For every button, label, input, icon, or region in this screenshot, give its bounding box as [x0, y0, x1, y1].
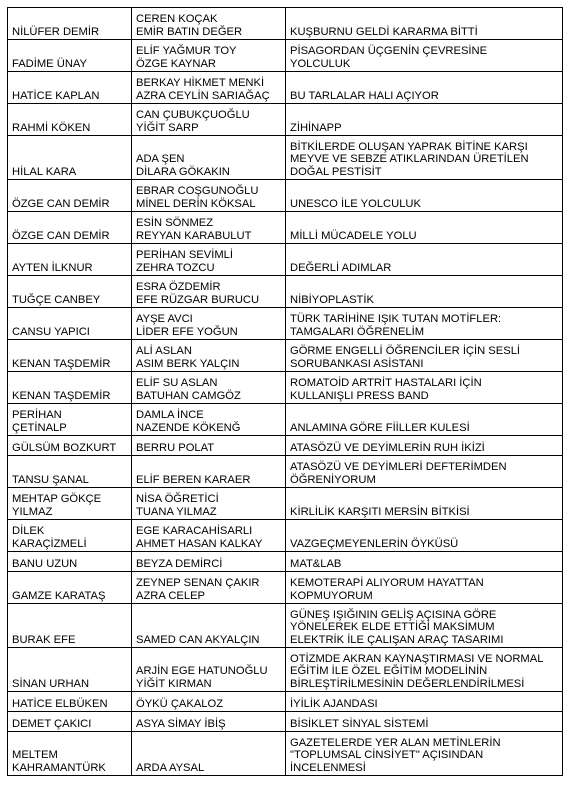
project-cell: KEMOTERAPİ ALIYORUM HAYATTAN KOPMUYORUM [286, 572, 563, 604]
teacher-cell: HİLAL KARA [8, 136, 132, 180]
students-cell: DAMLA İNCE NAZENDE KÖKENĞ [132, 404, 286, 436]
table-row [8, 276, 563, 308]
project-cell: BİTKİLERDE OLUŞAN YAPRAK BİTİNE KARŞI MEYVE VE SEBZE ATIKLARINDAN ÜRETİLEN DOĞAL PESTİSİT [286, 136, 563, 180]
teacher-cell: RAHMİ KÖKEN [8, 104, 132, 136]
teacher-cell: KENAN TAŞDEMİR [8, 372, 132, 404]
project-cell: DEĞERLİ ADIMLAR [286, 244, 563, 276]
project-cell: OTİZMDE AKRAN KAYNAŞTIRMASI VE NORMAL EĞİTİM İLE ÖZEL EĞİTİM MODELİNİN BİRLEŞTİRİLMESİNİN DEĞERLENDİRİLMESİ [286, 648, 563, 692]
table-row [8, 308, 563, 340]
teacher-cell: TANSU ŞANAL [8, 456, 132, 488]
project-table [7, 7, 563, 776]
students-cell: SAMED CAN AKYALÇIN [132, 604, 286, 648]
table-row [8, 604, 563, 648]
teacher-cell: GAMZE KARATAŞ [8, 572, 132, 604]
students-cell: ASYA SİMAY İBİŞ [132, 712, 286, 732]
project-cell: ZİHİNAPP [286, 104, 563, 136]
table-row [8, 136, 563, 180]
teacher-cell: DEMET ÇAKICI [8, 712, 132, 732]
teacher-cell: MELTEM KAHRAMANTÜRK [8, 732, 132, 776]
table-row [8, 520, 563, 552]
students-cell: ZEYNEP SENAN ÇAKIR AZRA CELEP [132, 572, 286, 604]
students-cell: ELİF BEREN KARAER [132, 456, 286, 488]
project-cell: GÜNEŞ IŞIĞININ GELİŞ AÇISINA GÖRE YÖNELEREK ELDE ETTİĞİ MAKSİMUM ELEKTRİK İLE ÇALIŞAN ARAÇ TASARIMI [286, 604, 563, 648]
students-cell: ÖYKÜ ÇAKALOZ [132, 692, 286, 712]
teacher-cell: DİLEK KARAÇİZMELİ [8, 520, 132, 552]
table-row [8, 456, 563, 488]
table-row [8, 572, 563, 604]
project-cell: VAZGEÇMEYENLERİN ÖYKÜSÜ [286, 520, 563, 552]
teacher-cell: BURAK EFE [8, 604, 132, 648]
teacher-cell: HATİCE KAPLAN [8, 72, 132, 104]
students-cell: AYŞE AVCI LİDER EFE YOĞUN [132, 308, 286, 340]
table-row [8, 72, 563, 104]
students-cell: BERRU POLAT [132, 436, 286, 456]
project-cell: MAT&LAB [286, 552, 563, 572]
table-row [8, 712, 563, 732]
project-cell: MİLLİ MÜCADELE YOLU [286, 212, 563, 244]
teacher-cell: BANU UZUN [8, 552, 132, 572]
teacher-cell: AYTEN İLKNUR [8, 244, 132, 276]
students-cell: EBRAR COŞGUNOĞLU MİNEL DERİN KÖKSAL [132, 180, 286, 212]
table-row [8, 404, 563, 436]
teacher-cell: CANSU YAPICI [8, 308, 132, 340]
students-cell: ESİN SÖNMEZ REYYAN KARABULUT [132, 212, 286, 244]
students-cell: PERİHAN SEVİMLİ ZEHRA TOZCU [132, 244, 286, 276]
teacher-cell: KENAN TAŞDEMİR [8, 340, 132, 372]
teacher-cell: FADİME ÜNAY [8, 40, 132, 72]
table-row [8, 436, 563, 456]
project-cell: PİSAGORDAN ÜÇGENİN ÇEVRESİNE YOLCULUK [286, 40, 563, 72]
table-row [8, 372, 563, 404]
project-cell: ATASÖZÜ VE DEYİMLERİN RUH İKİZİ [286, 436, 563, 456]
project-cell: BİSİKLET SİNYAL SİSTEMİ [286, 712, 563, 732]
teacher-cell: ÖZGE CAN DEMİR [8, 212, 132, 244]
table-row [8, 340, 563, 372]
project-cell: GÖRME ENGELLİ ÖĞRENCİLER İÇİN SESLİ SORUBANKASI ASİSTANI [286, 340, 563, 372]
teacher-cell: PERİHAN ÇETİNALP [8, 404, 132, 436]
project-cell: KİRLİLİK KARŞITI MERSİN BİTKİSİ [286, 488, 563, 520]
project-cell: ANLAMINA GÖRE FİİLLER KULESİ [286, 404, 563, 436]
students-cell: ADA ŞEN DİLARA GÖKAKIN [132, 136, 286, 180]
students-cell: EGE KARACAHİSARLI AHMET HASAN KALKAY [132, 520, 286, 552]
students-cell: ELİF SU ASLAN BATUHAN CAMGÖZ [132, 372, 286, 404]
table-row [8, 104, 563, 136]
students-cell: CAN ÇUBUKÇUOĞLU YİĞİT SARP [132, 104, 286, 136]
project-cell: ROMATOİD ARTRİT HASTALARI İÇİN KULLANIŞLI PRESS BAND [286, 372, 563, 404]
project-cell: ATASÖZÜ VE DEYİMLERİ DEFTERİMDEN ÖĞRENİYORUM [286, 456, 563, 488]
table-row [8, 40, 563, 72]
project-cell: KUŞBURNU GELDİ KARARMA BİTTİ [286, 8, 563, 40]
students-cell: ESRA ÖZDEMİR EFE RÜZGAR BURUCU [132, 276, 286, 308]
teacher-cell: NİLÜFER DEMİR [8, 8, 132, 40]
table-row [8, 732, 563, 776]
project-table-body [8, 8, 563, 776]
table-row [8, 8, 563, 40]
students-cell: CEREN KOÇAK EMİR BATIN DEĞER [132, 8, 286, 40]
project-cell: NİBİYOPLASTİK [286, 276, 563, 308]
table-row [8, 244, 563, 276]
teacher-cell: MEHTAP GÖKÇE YILMAZ [8, 488, 132, 520]
students-cell: BEYZA DEMİRCİ [132, 552, 286, 572]
project-cell: İYİLİK AJANDASI [286, 692, 563, 712]
teacher-cell: TUĞÇE CANBEY [8, 276, 132, 308]
teacher-cell: SİNAN URHAN [8, 648, 132, 692]
teacher-cell: HATİCE ELBÜKEN [8, 692, 132, 712]
students-cell: ALİ ASLAN ASIM BERK YALÇIN [132, 340, 286, 372]
table-row [8, 552, 563, 572]
project-cell: UNESCO İLE YOLCULUK [286, 180, 563, 212]
students-cell: ELİF YAĞMUR TOY ÖZGE KAYNAR [132, 40, 286, 72]
students-cell: NİSA ÖĞRETİCİ TUANA YILMAZ [132, 488, 286, 520]
teacher-cell: GÜLSÜM BOZKURT [8, 436, 132, 456]
table-row [8, 180, 563, 212]
project-cell: BU TARLALAR HALI AÇIYOR [286, 72, 563, 104]
students-cell: ARJİN EGE HATUNOĞLU YİĞİT KIRMAN [132, 648, 286, 692]
table-row [8, 488, 563, 520]
table-row [8, 212, 563, 244]
students-cell: ARDA AYSAL [132, 732, 286, 776]
table-row [8, 648, 563, 692]
students-cell: BERKAY HİKMET MENKİ AZRA CEYLİN SARIAĞAÇ [132, 72, 286, 104]
teacher-cell: ÖZGE CAN DEMİR [8, 180, 132, 212]
project-cell: GAZETELERDE YER ALAN METİNLERİN "TOPLUMSAL CİNSİYET" AÇISINDAN İNCELENMESİ [286, 732, 563, 776]
project-cell: TÜRK TARİHİNE IŞIK TUTAN MOTİFLER: TAMGALARI ÖĞRENELİM [286, 308, 563, 340]
table-row [8, 692, 563, 712]
